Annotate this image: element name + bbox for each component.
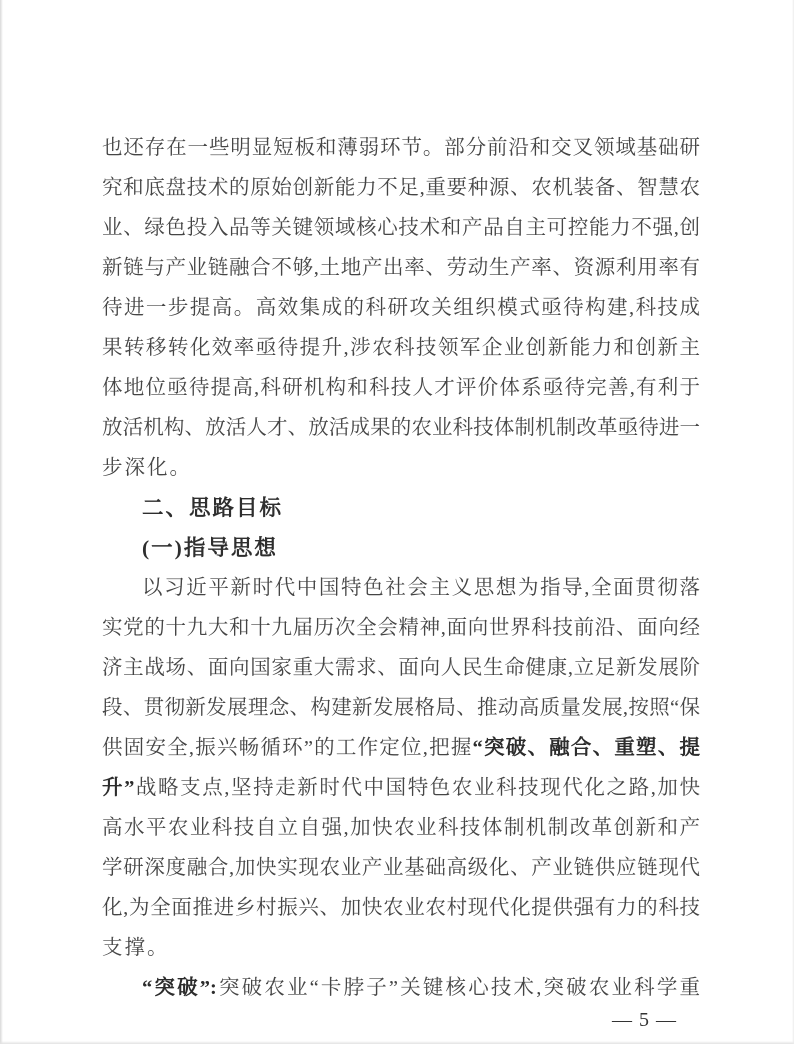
- text-segment: 供固安全,振兴畅循环”的工作定位,把握: [102, 737, 473, 759]
- text-segment: 化,为全面推进乡村振兴、加快农业农村现代化提供强有力的科技: [102, 897, 700, 919]
- text-line: [102, 448, 700, 488]
- text-line: [102, 408, 700, 448]
- text-segment-bold: 升”: [102, 777, 135, 799]
- text-segment: 战略支点,坚持走新时代中国特色农业科技现代化之路,加快: [134, 777, 701, 799]
- text-line: [102, 568, 700, 608]
- text-line: [102, 888, 700, 928]
- text-segment: 究和底盘技术的原始创新能力不足,重要种源、农机装备、智慧农: [102, 177, 700, 199]
- text-line: [102, 928, 700, 968]
- text-segment-bold: “突破”:: [142, 977, 217, 999]
- text-segment: 段、贯彻新发展理念、构建新发展格局、推动高质量发展,按照“保: [102, 697, 700, 719]
- text-segment: 实党的十九大和十九届历次全会精神,面向世界科技前沿、面向经: [102, 617, 700, 639]
- text-line: [102, 288, 700, 328]
- text-segment: 突破农业“卡脖子”关键核心技术,突破农业科学重: [216, 977, 700, 999]
- document-body: [102, 128, 700, 1008]
- scan-edge-left: [0, 0, 3, 1044]
- text-segment: 济主战场、面向国家重大需求、面向人民生命健康,立足新发展阶: [102, 657, 700, 679]
- text-segment: 高水平农业科技自立自强,加快农业科技体制机制改革创新和产: [102, 817, 700, 839]
- text-segment: 放活机构、放活人才、放活成果的农业科技体制机制改革亟待进一: [102, 417, 700, 439]
- text-line: [102, 168, 700, 208]
- text-segment: 体地位亟待提高,科研机构和科技人才评价体系亟待完善,有利于: [102, 377, 700, 399]
- text-segment: 学研深度融合,加快实现农业产业基础高级化、产业链供应链现代: [102, 857, 700, 879]
- text-line: [102, 808, 700, 848]
- text-line: [102, 368, 700, 408]
- text-segment: 果转移转化效率亟待提升,涉农科技领军企业创新能力和创新主: [102, 337, 700, 359]
- text-line: [102, 768, 700, 808]
- text-segment: 以习近平新时代中国特色社会主义思想为指导,全面贯彻落: [142, 577, 700, 599]
- text-segment: 步深化。: [102, 457, 192, 479]
- text-line: [102, 688, 700, 728]
- text-line: [102, 648, 700, 688]
- text-line: [102, 128, 700, 168]
- text-segment: 待进一步提高。高效集成的科研攻关组织模式亟待构建,科技成: [102, 297, 700, 319]
- text-segment-bold: “突破、融合、重塑、提: [472, 737, 701, 759]
- text-segment: 新链与产业链融合不够,土地产出率、劳动生产率、资源利用率有: [102, 257, 700, 279]
- text-line: [102, 328, 700, 368]
- text-line: [102, 848, 700, 888]
- text-line: [102, 728, 700, 768]
- text-line: [102, 608, 700, 648]
- text-segment: 也还存在一些明显短板和薄弱环节。部分前沿和交叉领域基础研: [102, 137, 700, 159]
- paragraph-shortcomings: [102, 128, 700, 488]
- text-line: [102, 968, 700, 1008]
- subsection-heading: (一)指导思想: [142, 536, 278, 560]
- text-line: [102, 248, 700, 288]
- section-heading: 二、思路目标: [142, 496, 284, 520]
- text-segment: 业、绿色投入品等关键领域核心技术和产品自主可控能力不强,创: [102, 217, 700, 239]
- page-number: — 5 —: [612, 1009, 677, 1031]
- text-segment: 支撑。: [102, 937, 170, 959]
- text-line: [102, 208, 700, 248]
- paragraph-guiding-thought: [102, 568, 700, 968]
- paragraph-breakthrough: [102, 968, 700, 1008]
